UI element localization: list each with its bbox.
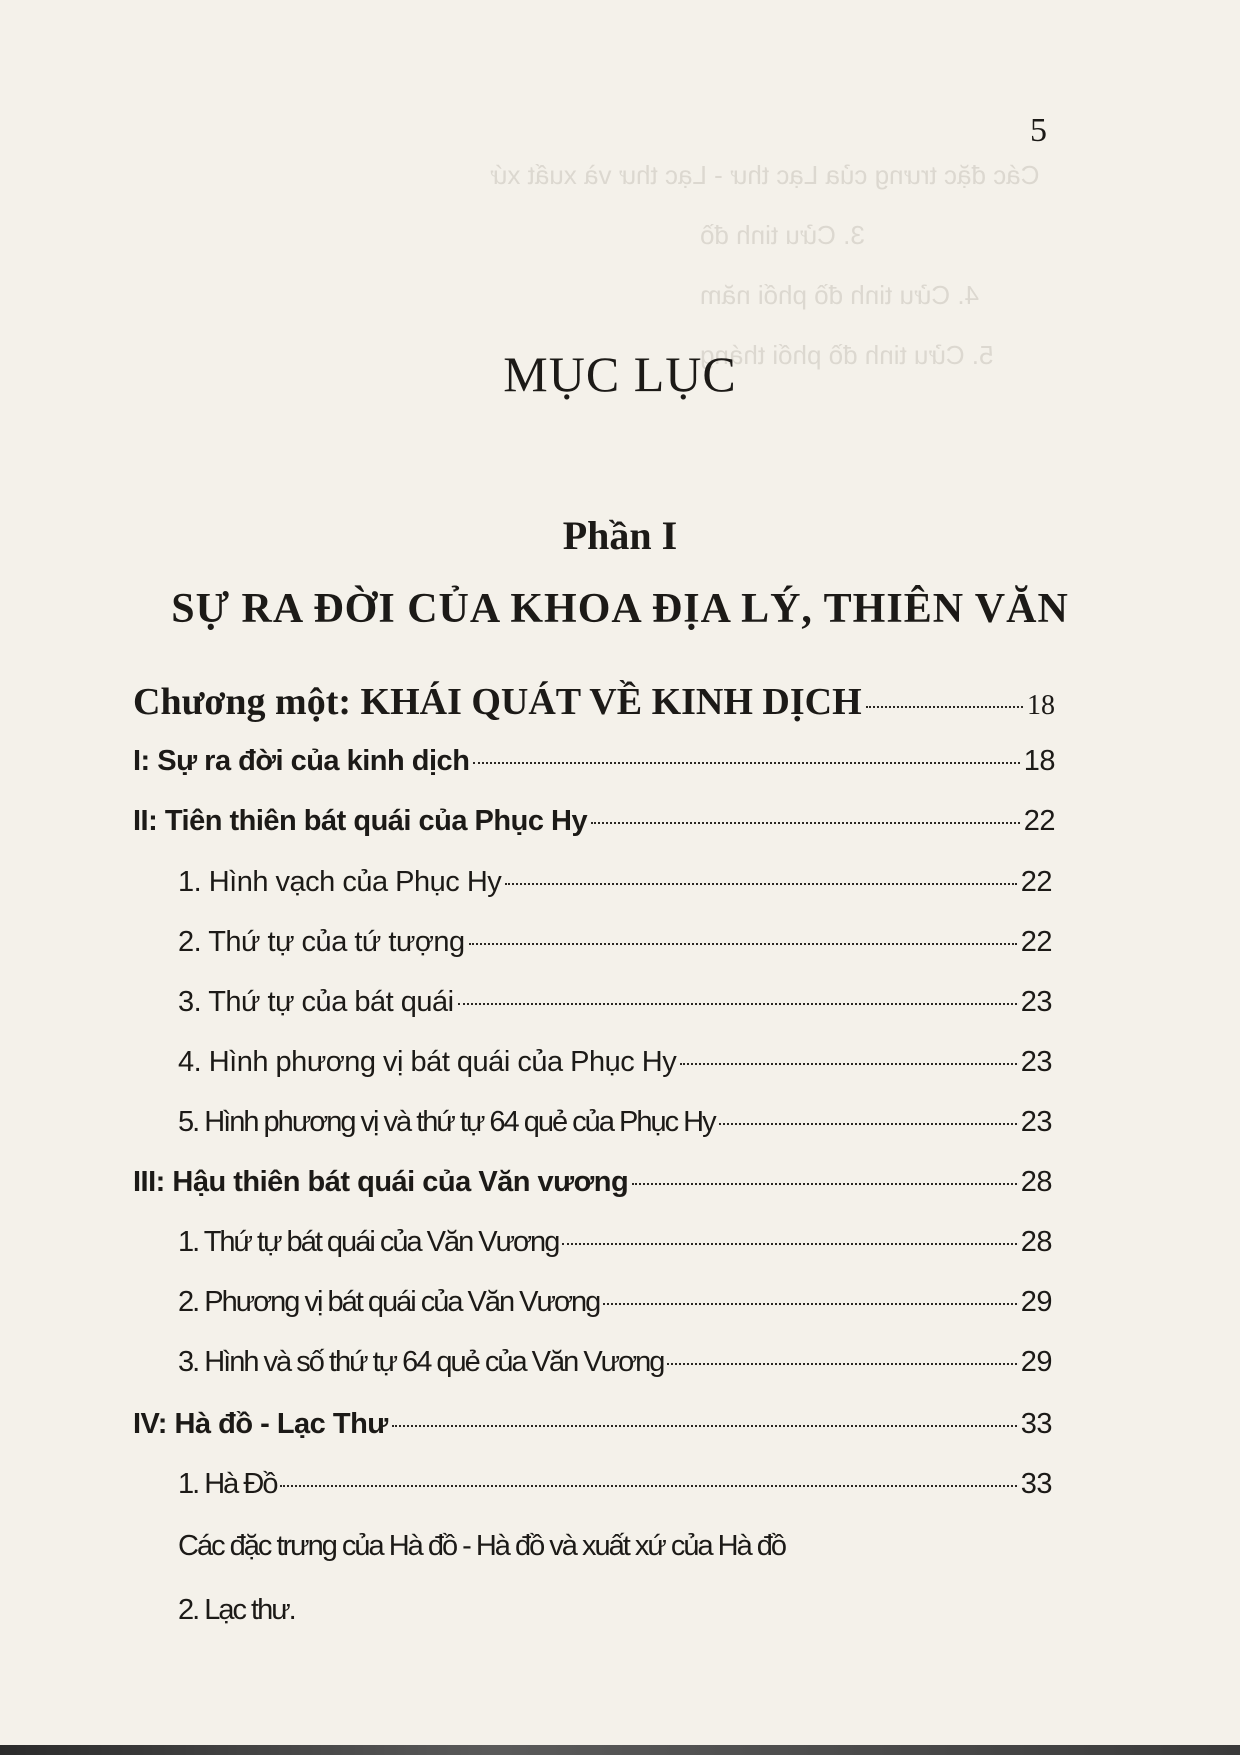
toc-entry-page: 33 [1020, 1408, 1052, 1440]
toc-entry-label: I: Sự ra đời của kinh dịch [133, 745, 470, 777]
toc-entry-subsection[interactable] [0, 926, 1240, 976]
toc-entry-note [0, 1530, 1240, 1580]
toc-entry-label: Các đặc trưng của Hà đồ - Hà đồ và xuất xứ của Hà đồ [178, 1530, 786, 1562]
toc-entry-page: 33 [1020, 1468, 1052, 1500]
toc-entry-subsection[interactable] [0, 1106, 1240, 1156]
toc-entry-page: 28 [1020, 1166, 1052, 1198]
toc-entry-page: 22 [1023, 805, 1055, 837]
bleed-through-text: Các đặc trưng của Lạc thư - Lạc thư và xuất xứ [490, 160, 1040, 190]
toc-entry-section[interactable] [0, 1166, 1240, 1216]
toc-entry-subsection[interactable] [0, 1594, 1240, 1644]
dot-leader [680, 1063, 1017, 1065]
toc-entry-label: III: Hậu thiên bát quái của Văn vương [133, 1166, 629, 1198]
dot-leader [603, 1303, 1017, 1305]
part-label: Phần I [562, 513, 678, 558]
toc-entry-label: 3. Hình và số thứ tự 64 quẻ của Văn Vương [178, 1346, 664, 1378]
toc-entry-subsection[interactable] [0, 1468, 1240, 1518]
toc-entry-label: 2. Phương vị bát quái của Văn Vương [178, 1286, 600, 1318]
toc-entry-label: 2. Lạc thư. [178, 1594, 295, 1626]
dot-leader [562, 1243, 1016, 1245]
toc-entry-page: 18 [1023, 745, 1055, 777]
dot-leader [280, 1485, 1016, 1487]
page-bottom-edge [0, 1745, 1240, 1755]
toc-entry-subsection[interactable] [0, 866, 1240, 916]
toc-entry-label: 5. Hình phương vị và thứ tự 64 quẻ của Phục Hy [178, 1106, 715, 1138]
toc-entry-page: 23 [1020, 986, 1052, 1018]
toc-entry-label: 3. Thứ tự của bát quái [178, 986, 454, 1018]
toc-entry-label: 1. Thứ tự bát quái của Văn Vương [178, 1226, 559, 1258]
toc-entry-label: IV: Hà đồ - Lạc Thư [133, 1408, 388, 1440]
toc-entry-page: 28 [1020, 1226, 1052, 1258]
toc-entry-page: 23 [1020, 1106, 1052, 1138]
dot-leader [505, 883, 1016, 885]
toc-entry-page: 22 [1020, 926, 1052, 958]
page-number: 5 [1030, 112, 1047, 149]
toc-entry-subsection[interactable] [0, 986, 1240, 1036]
toc-entry-section[interactable] [0, 745, 1240, 795]
toc-entry-subsection[interactable] [0, 1346, 1240, 1396]
toc-entry-label: 1. Hình vạch của Phục Hy [178, 866, 502, 898]
bleed-through-text: 3. Cửu tinh đồ [700, 220, 865, 250]
toc-entry-page: 18 [1027, 690, 1055, 721]
dot-leader [458, 1003, 1017, 1005]
toc-entry-chapter[interactable] [0, 680, 1240, 730]
dot-leader [473, 762, 1019, 764]
toc-entry-subsection[interactable] [0, 1286, 1240, 1336]
toc-entry-page: 29 [1020, 1286, 1052, 1318]
dot-leader [866, 706, 1023, 708]
toc-entry-label: 4. Hình phương vị bát quái của Phục Hy [178, 1046, 677, 1078]
toc-entry-label: 2. Thứ tự của tứ tượng [178, 926, 465, 958]
bleed-through-text: 5. Cửu tinh đồ phối tháng [700, 340, 994, 370]
dot-leader [632, 1183, 1017, 1185]
dot-leader [719, 1123, 1017, 1125]
toc-entry-label: II: Tiên thiên bát quái của Phục Hy [133, 805, 588, 837]
toc-entry-page: 22 [1020, 866, 1052, 898]
toc-entry-subsection[interactable] [0, 1226, 1240, 1276]
toc-entry-page: 23 [1020, 1046, 1052, 1078]
dot-leader [591, 822, 1020, 824]
bleed-through-text: 4. Cửu tinh đồ phối năm [700, 280, 980, 310]
toc-entry-subsection[interactable] [0, 1046, 1240, 1096]
dot-leader [469, 943, 1017, 945]
toc-entry-label: 1. Hà Đồ [178, 1468, 277, 1500]
dot-leader [392, 1425, 1017, 1427]
part-title: SỰ RA ĐỜI CỦA KHOA ĐỊA LÝ, THIÊN VĂN [171, 586, 1069, 632]
toc-entry-section[interactable] [0, 1408, 1240, 1458]
toc-title: MỤC LỤC [503, 346, 737, 402]
toc-entry-page: 29 [1020, 1346, 1052, 1378]
toc-entry-section[interactable] [0, 805, 1240, 855]
dot-leader [667, 1363, 1016, 1365]
toc-entry-label: Chương một: KHÁI QUÁT VỀ KINH DỊCH [133, 681, 862, 723]
